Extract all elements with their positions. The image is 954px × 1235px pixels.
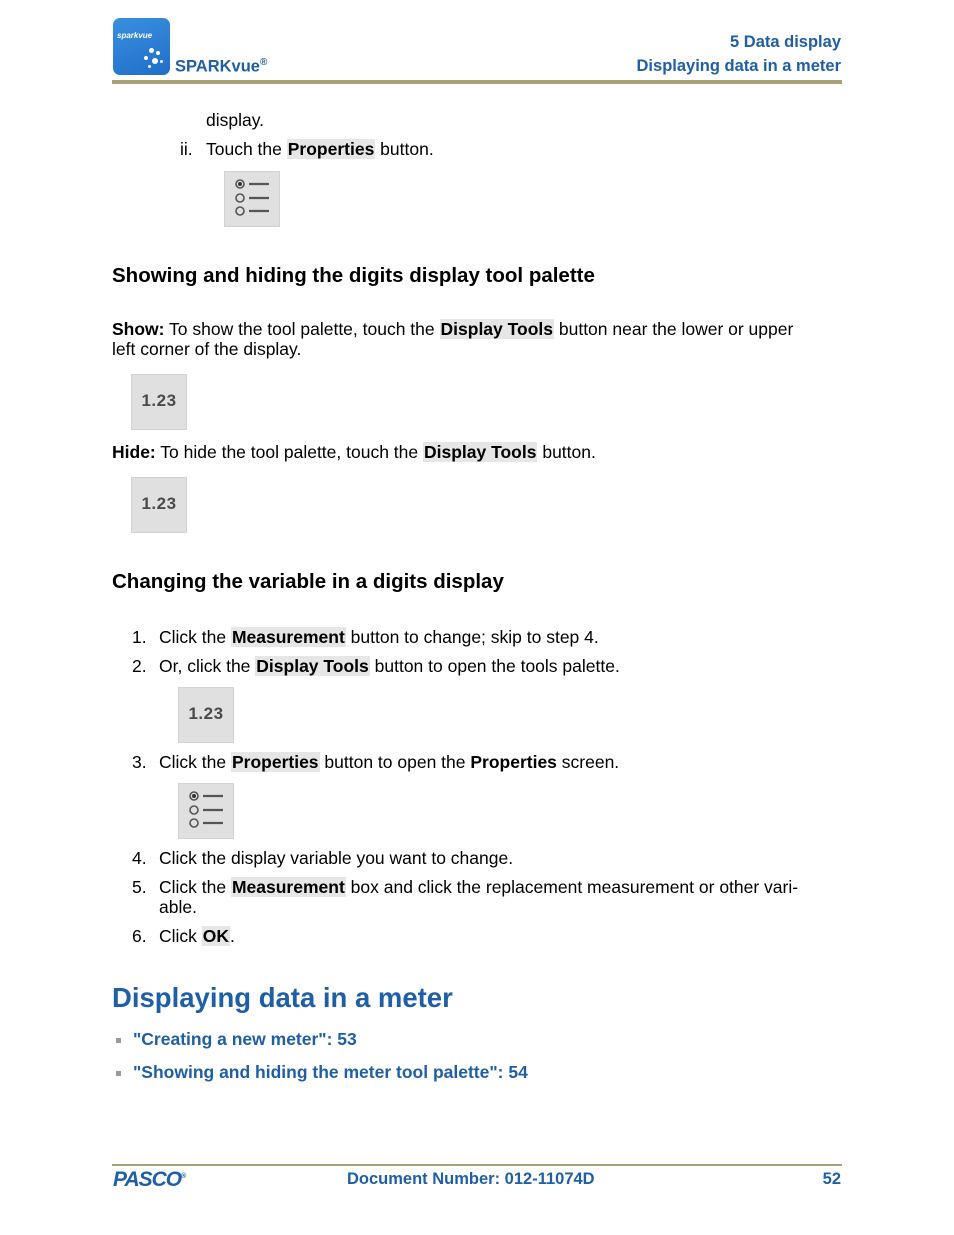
bullet-icon [116,1038,121,1043]
step-text: Touch the Properties button. [206,139,434,159]
chapter-title: 5 Data display [730,33,841,51]
document-number: Document Number: 012-11074D [347,1170,595,1188]
properties-button[interactable] [224,171,280,227]
show-paragraph: Show: To show the tool palette, touch the Display Tools button near the lower or upper [112,319,794,339]
pasco-logo: PASCO® [113,1168,186,1191]
section-heading-tool-palette: Showing and hiding the digits display tool palette [112,264,595,287]
sparkvue-logo [113,18,170,75]
page-heading-meter: Displaying data in a meter [112,982,453,1013]
properties-list-icon [179,784,233,838]
step-3-number: 3. [132,752,147,772]
display-tools-label: Display Tools [423,442,537,462]
step-5-text: Click the Measurement box and click the replacement measurement or other vari- [159,877,799,897]
hide-paragraph: Hide: To hide the tool palette, touch the Display Tools button. [112,442,596,462]
step-2-text: Or, click the Display Tools button to open the tools palette. [159,656,620,676]
step-6-number: 6. [132,926,147,946]
display-tools-icon: 1.23 [141,494,177,513]
step-6-text: Click OK. [159,926,235,946]
step-5-number: 5. [132,877,147,897]
link-meter-tool-palette[interactable]: "Showing and hiding the meter tool palette": 54 [133,1062,528,1082]
step-2-number: 2. [132,656,147,676]
display-tools-label: Display Tools [440,319,553,339]
step-3-text: Click the Properties button to open the Properties screen. [159,752,620,772]
display-tools-label: Display Tools [256,656,369,676]
step-1-text: Click the Measurement button to change; skip to step 4. [159,627,599,647]
display-tools-button[interactable] [131,374,187,430]
display-tools-icon: 1.23 [141,391,177,410]
properties-list-icon [225,172,279,226]
bullet-icon [116,1071,121,1076]
properties-label: Properties [231,752,319,772]
display-tools-icon: 1.23 [188,704,224,723]
logo-text: sparkvue [117,31,153,40]
brand-name: SPARKvue® [175,57,268,76]
properties-button[interactable] [178,783,234,839]
section-heading-change-variable: Changing the variable in a digits display [112,570,504,593]
measurement-label: Measurement [231,627,345,647]
properties-label: Properties [287,139,375,159]
show-paragraph-line2: left corner of the display. [112,339,302,359]
link-creating-meter[interactable]: "Creating a new meter": 53 [133,1029,357,1049]
page-number: 52 [822,1170,841,1188]
section-title: Displaying data in a meter [636,57,841,75]
continued-text: display. [206,110,265,130]
step-4-number: 4. [132,848,147,868]
step-5-text-line2: able. [159,897,197,917]
header-rule [112,80,842,84]
footer-rule [112,1164,842,1166]
step-4-text: Click the display variable you want to change. [159,848,514,868]
measurement-label: Measurement [231,877,345,897]
step-number: ii. [180,139,193,159]
step-1-number: 1. [132,627,147,647]
ok-label: OK [202,926,230,946]
display-tools-button[interactable] [131,477,187,533]
display-tools-button[interactable] [178,687,234,743]
